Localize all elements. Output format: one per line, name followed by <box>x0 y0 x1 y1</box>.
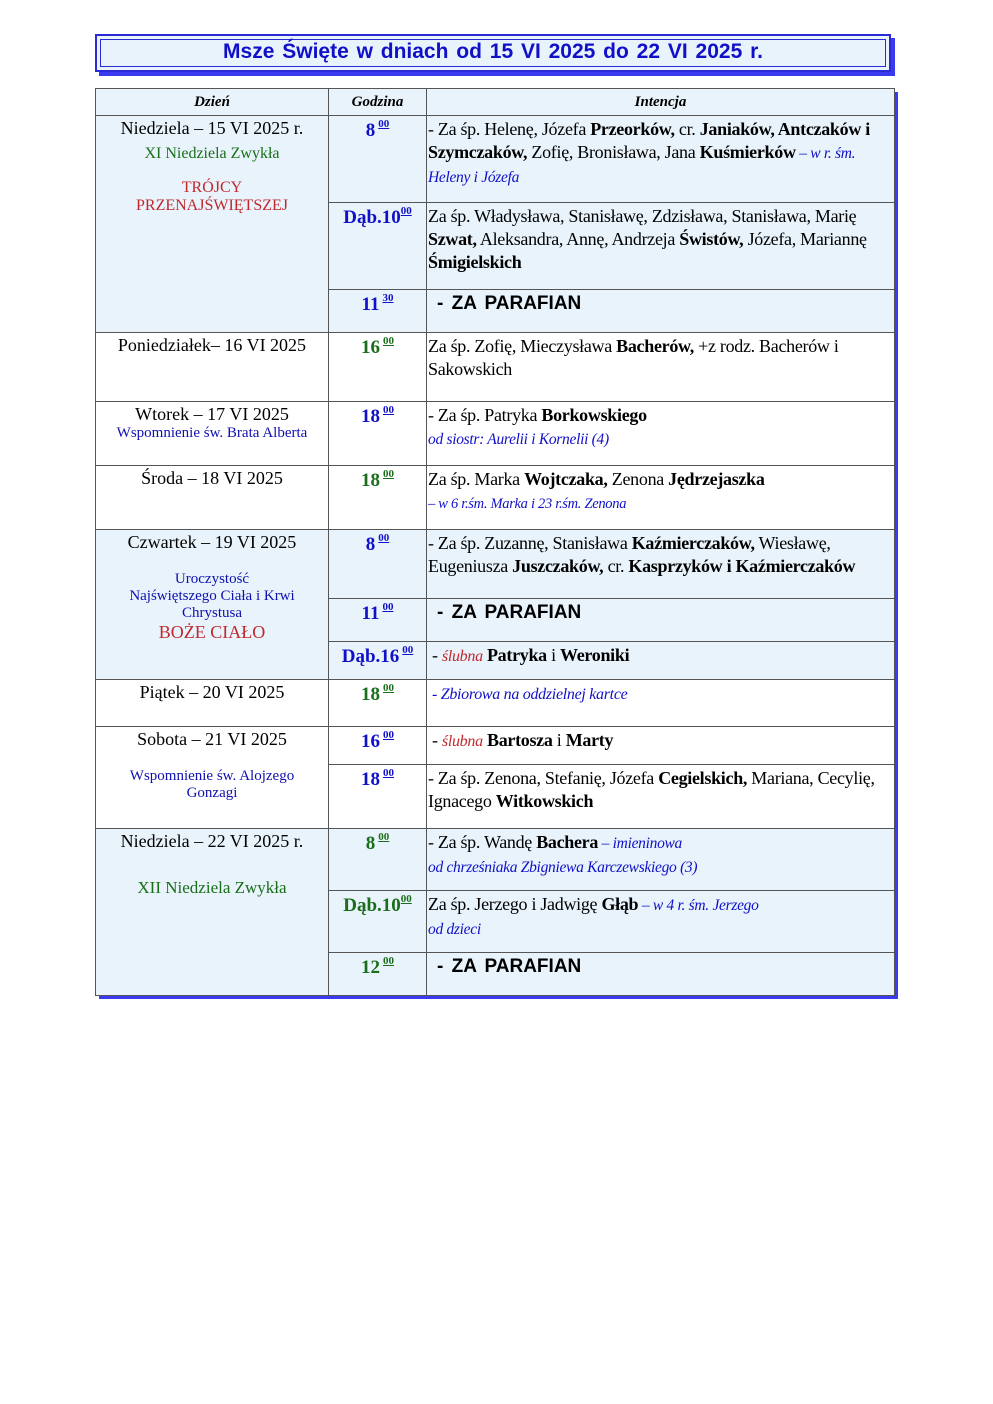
day-label: Sobota – 21 VI 2025 <box>137 729 287 749</box>
intention-text: Józefa, Mariannę <box>743 229 867 249</box>
intention-name: Marty <box>565 730 614 750</box>
hour: Dąb.10 <box>343 207 401 228</box>
solemnity-line-3: Chrystusa <box>182 605 242 621</box>
wedding-label: ślubna <box>441 733 483 750</box>
intention-name: Głąb <box>601 894 639 914</box>
intention-note: od dzieci <box>428 921 481 938</box>
table-row <box>96 829 895 891</box>
minutes: 00 <box>378 532 390 544</box>
table-row <box>96 333 895 402</box>
intention-cell <box>427 642 895 680</box>
solemnity-line-1: Uroczystość <box>174 571 250 587</box>
intention-text: Za śp. Marka <box>428 469 525 489</box>
day-label: Czwartek – 19 VI 2025 <box>127 532 297 552</box>
minutes: 00 <box>383 335 394 347</box>
hour-cell <box>329 116 427 203</box>
intention-cell <box>427 203 895 290</box>
header-hour: Godzina <box>329 89 427 116</box>
intention-name: Jędrzejaszka <box>668 469 765 489</box>
table-row <box>96 530 895 599</box>
hour-cell <box>329 290 427 333</box>
intention-text: - Za śp. Helenę, Józefa <box>428 119 591 139</box>
header-day: Dzień <box>96 89 329 116</box>
schedule-table-wrapper <box>95 88 894 995</box>
table-row <box>96 116 895 203</box>
intention-parishioners: - ZA PARAFIAN <box>427 290 895 333</box>
title-box <box>95 34 891 72</box>
hour-cell <box>329 680 427 727</box>
hour-cell <box>329 642 427 680</box>
day-cell-tuesday <box>96 402 329 466</box>
hour: 8 <box>365 534 376 555</box>
hour-cell <box>329 203 427 290</box>
hour-cell <box>329 765 427 829</box>
intention-name: Bartosza <box>486 730 553 750</box>
intention-cell <box>427 116 895 203</box>
day-cell-sunday-15 <box>96 116 329 333</box>
liturgical-day: XII Niedziela Zwykła <box>137 878 287 897</box>
intention-text: Zofię, Bronisława, Jana <box>527 142 700 162</box>
intention-text: Mariana, Cecylię, Ignacego <box>428 768 875 811</box>
intention-name: Świstów, <box>679 229 744 249</box>
day-label: Niedziela – 22 VI 2025 r. <box>120 831 304 851</box>
intention-name: Cegielskich, <box>658 768 748 788</box>
day-label: Piątek – 20 VI 2025 <box>139 682 285 702</box>
hour-cell <box>329 333 427 402</box>
header-row <box>96 89 895 116</box>
intention-name: Patryka <box>486 645 547 665</box>
day-label: Środa – 18 VI 2025 <box>141 468 283 488</box>
minutes: 00 <box>400 205 412 217</box>
minutes: 00 <box>383 955 394 967</box>
hour-cell <box>329 891 427 953</box>
intention-text: Za śp. Zofię, Mieczysława <box>428 336 617 356</box>
intention-parishioners: - ZA PARAFIAN <box>427 599 895 642</box>
intention-cell <box>427 333 895 402</box>
hour: 16 <box>361 731 380 752</box>
intention-cell <box>427 402 895 466</box>
minutes: 00 <box>383 729 394 741</box>
intention-name: Przeorków, <box>590 119 675 139</box>
day-label: Niedziela – 15 VI 2025 r. <box>120 118 304 138</box>
intention-name: Bachera <box>536 832 599 852</box>
intention-text: Za śp. Jerzego i Jadwigę <box>428 894 602 914</box>
hour: 11 <box>361 603 380 624</box>
intention-text: cr. <box>603 556 629 576</box>
intention-cell <box>427 829 895 891</box>
table-row <box>96 402 895 466</box>
intention-text: - Za śp. Patryka <box>428 405 542 425</box>
intention-text: +z rodz. Bacherów i Sakowskich <box>428 336 839 379</box>
intention-cell <box>427 765 895 829</box>
wedding-label: ślubna <box>441 648 483 665</box>
minutes: 00 <box>402 644 414 656</box>
intention-note: – w 4 r. śm. Jerzego <box>638 897 759 914</box>
intention-name: Śmigielskich <box>428 252 522 272</box>
intention-note: od chrześniaka Zbigniewa Karczewskiego (3) <box>428 859 698 876</box>
minutes: 30 <box>382 292 394 304</box>
intention-text: - <box>432 730 442 750</box>
solemnity-line-2: Najświętszego Ciała i Krwi <box>129 588 295 604</box>
hour: 12 <box>361 957 380 978</box>
intention-name: Wojtczaka, <box>524 469 608 489</box>
intention-name: Borkowskiego <box>541 405 647 425</box>
intention-text: i <box>546 645 560 665</box>
day-cell-monday <box>96 333 329 402</box>
day-cell-wednesday <box>96 466 329 530</box>
minutes: 00 <box>400 893 412 905</box>
intention-text: Aleksandra, Annę, Andrzeja <box>476 229 680 249</box>
feast-name: BOŻE CIAŁO <box>158 622 266 642</box>
intention-name: Witkowskich <box>495 791 594 811</box>
intention-name: Kasprzyków i Kaźmierczaków <box>628 556 856 576</box>
intention-text: i <box>552 730 566 750</box>
hour: 8 <box>365 120 376 141</box>
intention-cell <box>427 680 895 727</box>
intention-note: - Zbiorowa na oddzielnej kartce <box>432 686 628 703</box>
intention-cell <box>427 530 895 599</box>
liturgical-day: XI Niedziela Zwykła <box>144 145 280 162</box>
intention-name: Weroniki <box>559 645 630 665</box>
mass-schedule-table <box>95 88 895 996</box>
day-label: Poniedziałek– 16 VI 2025 <box>117 335 307 355</box>
hour: 16 <box>361 337 380 358</box>
minutes: 00 <box>383 468 394 480</box>
day-cell-friday <box>96 680 329 727</box>
hour: 18 <box>361 470 380 491</box>
table-row <box>96 680 895 727</box>
hour: 8 <box>365 833 376 854</box>
day-cell-saturday <box>96 727 329 829</box>
intention-text: - Za śp. Zuzannę, Stanisława <box>428 533 632 553</box>
minutes: 00 <box>383 767 394 779</box>
minutes: 00 <box>383 404 394 416</box>
hour-cell <box>329 466 427 530</box>
feast-line-1: TRÓJCY <box>181 179 243 196</box>
hour: 11 <box>361 294 380 315</box>
intention-text: Za śp. Władysława, Stanisławę, Zdzisława, Stanisława, Marię <box>428 206 857 226</box>
header-intention: Intencja <box>427 89 895 116</box>
intention-name: Kuśmierków <box>699 142 796 162</box>
hour: 18 <box>361 769 380 790</box>
hour-cell <box>329 953 427 996</box>
minutes: 00 <box>382 601 394 613</box>
commemoration-line-1: Wspomnienie św. Alojzego <box>129 768 295 784</box>
intention-text: - <box>432 645 442 665</box>
hour: Dąb.10 <box>343 895 401 916</box>
table-row <box>96 466 895 530</box>
hour-cell <box>329 727 427 765</box>
intention-text: Zenona <box>607 469 669 489</box>
minutes: 00 <box>378 831 390 843</box>
intention-name: Bacherów, <box>616 336 694 356</box>
intention-text: cr. <box>674 119 700 139</box>
intention-note: – imieninowa <box>598 835 683 852</box>
hour-cell <box>329 530 427 599</box>
intention-name: Janiaków, Antczaków i Szymczaków, <box>428 119 870 162</box>
minutes: 00 <box>378 118 390 130</box>
commemoration-line-2: Gonzagi <box>186 785 238 801</box>
intention-note: – w 6 r.śm. Marka i 23 r.śm. Zenona <box>428 496 627 512</box>
intention-cell <box>427 727 895 765</box>
day-cell-thursday <box>96 530 329 680</box>
intention-note: – w r. śm. Heleny i Józefa <box>428 145 856 186</box>
page-title: Msze Święte w dniach od 15 VI 2025 do 22 VI 2025 r. <box>223 40 763 63</box>
hour-cell <box>329 599 427 642</box>
table-row <box>96 727 895 765</box>
intention-name: Szwat, <box>428 229 477 249</box>
intention-note: od siostr: Aurelii i Kornelii (4) <box>428 431 609 448</box>
hour: 18 <box>361 684 380 705</box>
intention-cell <box>427 466 895 530</box>
hour-cell <box>329 402 427 466</box>
intention-text: - Za śp. Wandę <box>428 832 537 852</box>
intention-name: Kaźmierczaków, <box>631 533 755 553</box>
minutes: 00 <box>383 682 394 694</box>
feast-line-2: PRZENAJŚWIĘTSZEJ <box>136 197 288 214</box>
hour-cell <box>329 829 427 891</box>
day-cell-sunday-22 <box>96 829 329 996</box>
day-label: Wtorek – 17 VI 2025 <box>135 404 289 424</box>
hour: Dąb.16 <box>341 646 400 667</box>
intention-text: Wiesławę, Eugeniusza <box>428 533 831 576</box>
intention-parishioners: - ZA PARAFIAN <box>427 953 895 996</box>
intention-text: - Za śp. Zenona, Stefanię, Józefa <box>428 768 659 788</box>
intention-cell <box>427 891 895 953</box>
commemoration: Wspomnienie św. Brata Alberta <box>116 425 308 441</box>
hour: 18 <box>361 406 380 427</box>
intention-name: Juszczaków, <box>512 556 604 576</box>
